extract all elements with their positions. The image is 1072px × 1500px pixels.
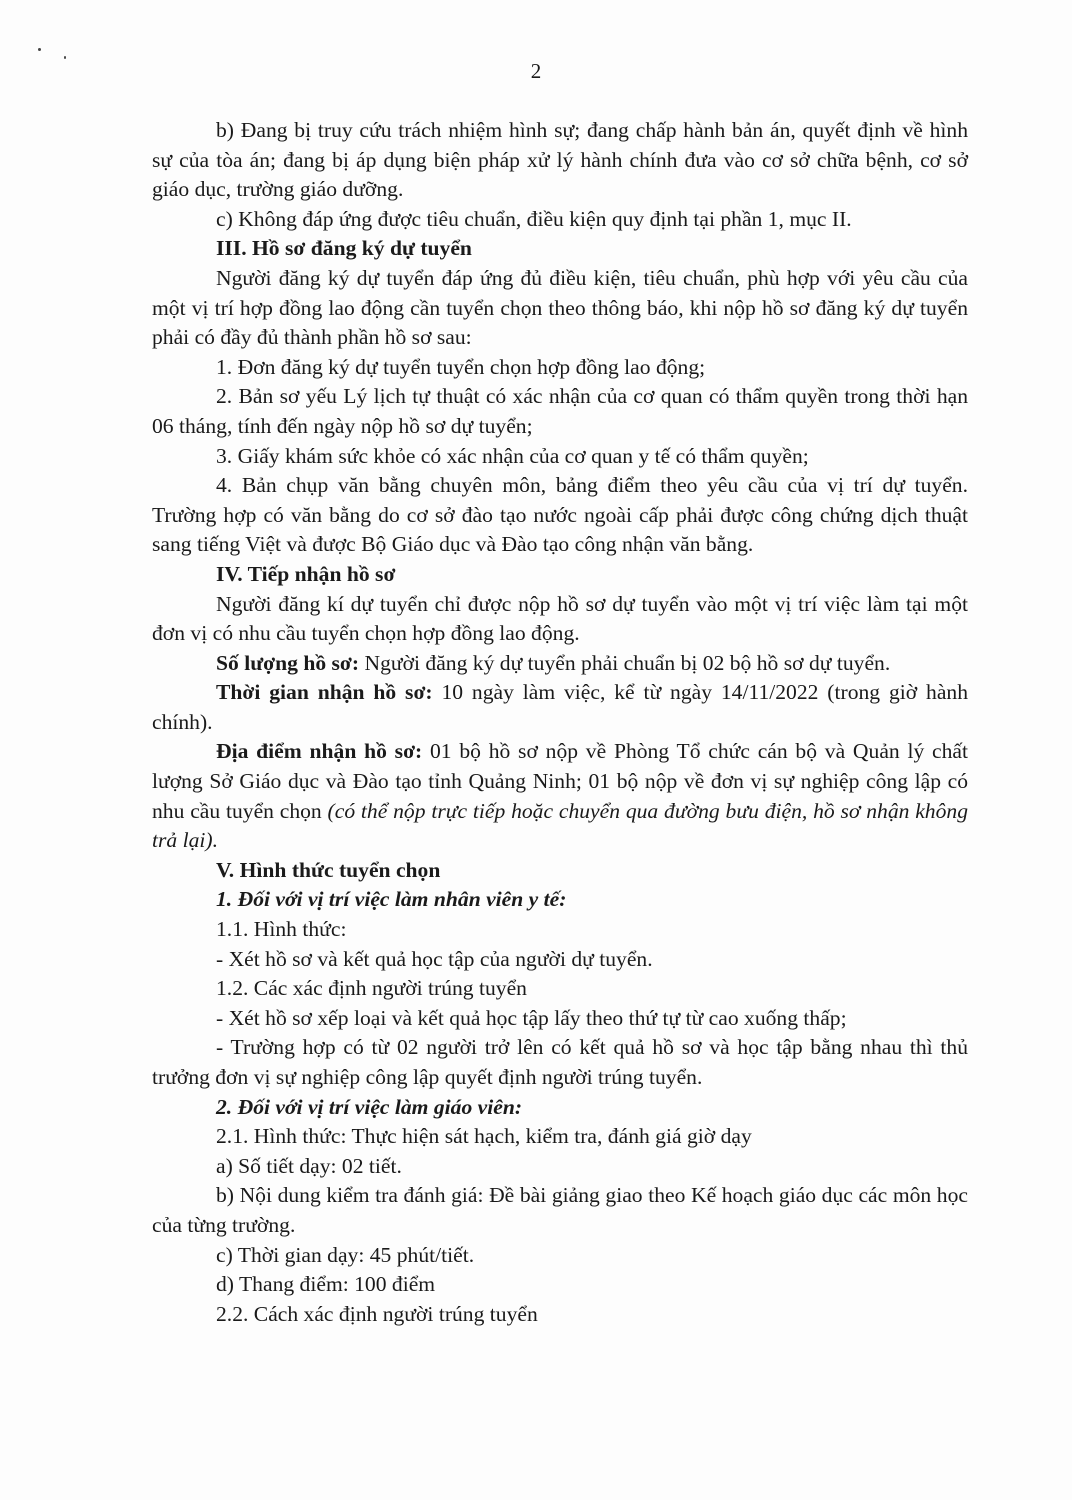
medical-staff-heading: 1. Đối với vị trí việc làm nhân viên y tế: (216, 887, 567, 912)
section-iii-heading: III. Hồ sơ đăng ký dự tuyển (216, 236, 472, 261)
medical-selection-heading: 1.2. Các xác định người trúng tuyển (216, 976, 527, 1001)
receive-place-paragraph (152, 737, 968, 855)
section-iv-intro: Người đăng kí dự tuyển chỉ được nộp hồ sơ dự tuyển vào một vị trí việc làm tại một đơn vị có nhu cầu tuyển chọn hợp đồng lao động. (152, 591, 968, 646)
receive-place-note: (có thể nộp trực tiếp hoặc chuyển qua đường bưu điện, hồ sơ nhận không trả lại). (152, 798, 968, 853)
receive-place-text: 01 bộ hồ sơ nộp về Phòng Tổ chức cán bộ và Quản lý chất lượng Sở Giáo dục và Đào tạo tỉnh Quảng Ninh; 01 bộ nộp về đơn vị sự nghiệp công lập có nhu cầu tuyển chọn (152, 739, 968, 823)
document-item-4: 4. Bản chụp văn bằng chuyên môn, bảng điểm theo yêu cầu của vị trí dự tuyển. Trường hợp có văn bằng do cơ sở đào tạo nước ngoài cấp phải được công chứng dịch thuật sang tiếng Việt và được Bộ Giáo dục và Đào tạo công nhận văn bằng. (152, 473, 968, 557)
quantity-label: Số lượng hồ sơ: (216, 650, 360, 675)
scan-speck (64, 56, 66, 59)
receive-time-paragraph (152, 678, 968, 737)
receive-time-label: Thời gian nhận hồ sơ: (216, 680, 433, 705)
medical-selection-item-1: - Xét hồ sơ xếp loại và kết quả học tập lấy theo thứ tự từ cao xuống thấp; (216, 1005, 847, 1030)
scan-speck (38, 48, 41, 51)
receive-time-text: 10 ngày làm việc, kể từ ngày 14/11/2022 (trong giờ hành chính). (152, 680, 968, 734)
document-item-1: 1. Đơn đăng ký dự tuyển tuyển chọn hợp đồng lao động; (216, 354, 706, 379)
teacher-form-item-c: c) Thời gian dạy: 45 phút/tiết. (216, 1242, 475, 1267)
teacher-form-item-d: d) Thang điểm: 100 điểm (216, 1272, 436, 1297)
document-item-3: 3. Giấy khám sức khỏe có xác nhận của cơ quan y tế có thẩm quyền; (216, 443, 809, 468)
paragraph-c: c) Không đáp ứng được tiêu chuẩn, điều kiện quy định tại phần 1, mục II. (216, 206, 852, 231)
quantity-paragraph (152, 649, 968, 679)
document-body (152, 116, 968, 1329)
receive-place-label: Địa điểm nhận hồ sơ: (216, 739, 423, 764)
teacher-form-item-a: a) Số tiết dạy: 02 tiết. (216, 1153, 402, 1178)
medical-form-item: - Xét hồ sơ và kết quả học tập của người dự tuyển. (216, 946, 653, 971)
section-iii-intro: Người đăng ký dự tuyển đáp ứng đủ điều kiện, tiêu chuẩn, phù hợp với yêu cầu của một vị trí hợp đồng lao động cần tuyển chọn theo thông báo, khi nộp hồ sơ đăng ký dự tuyển phải có đầy đủ thành phần hồ sơ sau: (152, 265, 968, 350)
section-iv-heading: IV. Tiếp nhận hồ sơ (216, 561, 396, 586)
medical-form-heading: 1.1. Hình thức: (216, 917, 347, 942)
medical-selection-item-2: - Trường hợp có từ 02 người trở lên có kết quả hồ sơ và học tập bằng nhau thì thủ trưởng đơn vị sự nghiệp công lập quyết định người trúng tuyển. (152, 1035, 968, 1089)
document-item-2: 2. Bản sơ yếu Lý lịch tự thuật có xác nhận của cơ quan có thẩm quyền trong thời hạn 06 tháng, tính đến ngày nộp hồ sơ dự tuyển; (152, 384, 968, 438)
teacher-heading: 2. Đối với vị trí việc làm giáo viên: (216, 1094, 523, 1119)
paragraph-b: b) Đang bị truy cứu trách nhiệm hình sự; đang chấp hành bản án, quyết định về hình sự của tòa án; đang bị áp dụng biện pháp xử lý hành chính đưa vào cơ sở chữa bệnh, cơ sở giáo dục, trường giáo dưỡng. (152, 118, 968, 202)
teacher-form-heading: 2.1. Hình thức: Thực hiện sát hạch, kiểm tra, đánh giá giờ dạy (216, 1124, 752, 1149)
section-v-heading: V. Hình thức tuyển chọn (216, 857, 441, 882)
quantity-text: Người đăng ký dự tuyển phải chuẩn bị 02 bộ hồ sơ dự tuyển. (359, 650, 891, 675)
teacher-selection-heading: 2.2. Cách xác định người trúng tuyển (216, 1301, 538, 1326)
page-number: 2 (530, 59, 542, 83)
teacher-form-item-b: b) Nội dung kiểm tra đánh giá: Đề bài giảng giao theo Kế hoạch giáo dục các môn học của từng trường. (152, 1183, 968, 1237)
